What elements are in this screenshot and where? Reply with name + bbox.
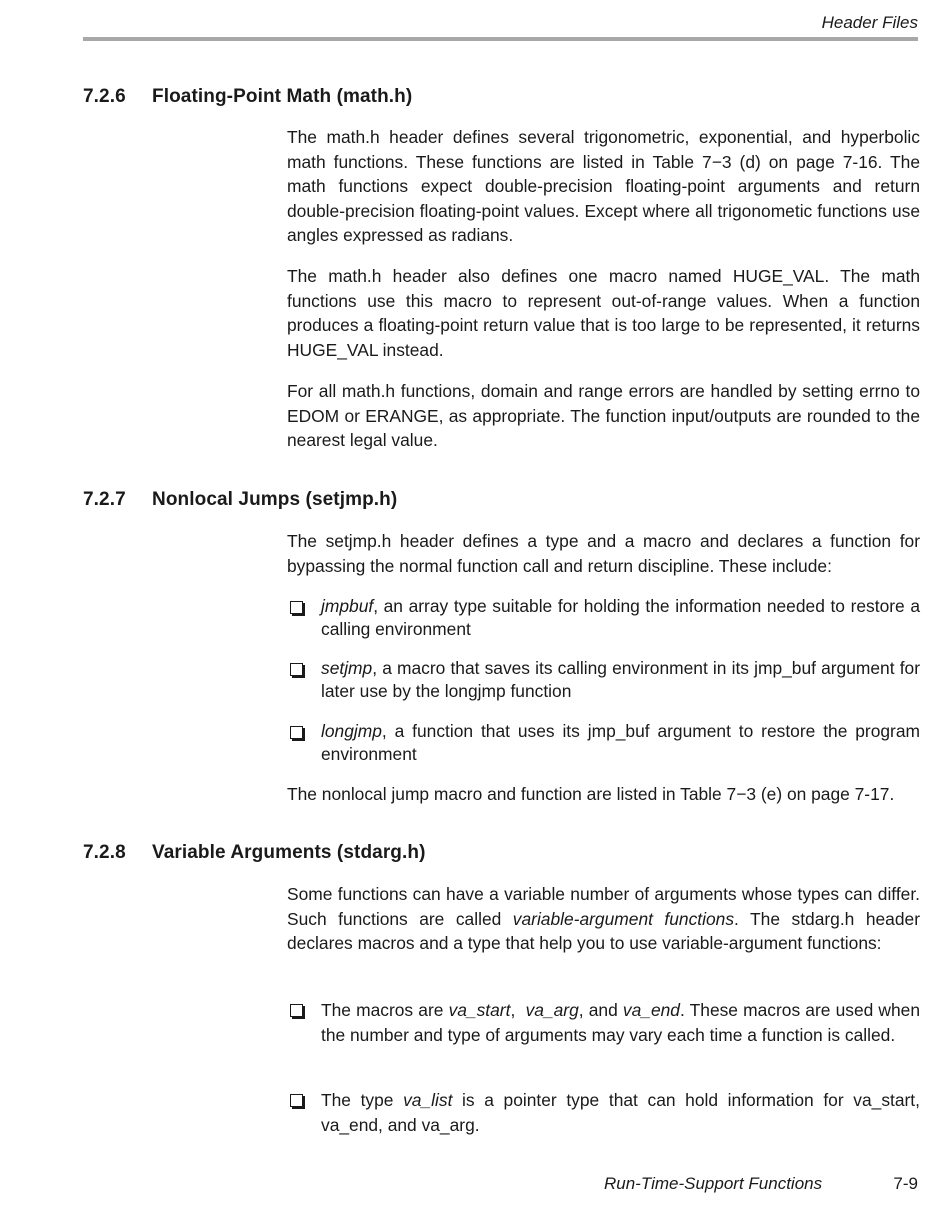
emphasized-term: va_end: [622, 1000, 680, 1020]
checkbox-bullet-icon: [290, 663, 303, 676]
text-run: , and: [578, 1000, 623, 1020]
section-heading-7-2-7: [83, 489, 397, 511]
footer-page-number: 7-9: [893, 1174, 918, 1193]
checkbox-bullet-icon: [290, 1094, 303, 1107]
bullet-macros: [287, 998, 920, 1047]
section-title: Variable Arguments (stdarg.h): [152, 842, 426, 863]
bullet-term: longjmp: [321, 721, 382, 741]
bullet-setjmp: [287, 657, 920, 702]
bullet-term: jmpbuf: [321, 596, 374, 616]
section-number: 7.2.8: [83, 842, 126, 863]
bullet-va-list: [287, 1088, 920, 1137]
emphasized-term: va_arg: [525, 1000, 579, 1020]
setjmp-closing: [287, 782, 920, 807]
math-paragraph-3: [287, 379, 920, 453]
bullet-jmpbuf: [287, 595, 920, 640]
bullet-term: setjmp: [321, 658, 373, 678]
emphasized-term: variable-argument functions: [512, 908, 735, 929]
text-run: The type: [321, 1090, 404, 1110]
checkbox-bullet-icon: [290, 601, 303, 614]
bullet-description: , an array type suitable for holding the information needed to restore a calling environment: [321, 596, 920, 639]
math-paragraph-1: [287, 125, 920, 248]
bullet-description: , a function that uses its jmp_buf argument to restore the program environment: [321, 721, 920, 764]
checkbox-bullet-icon: [290, 1004, 303, 1017]
paragraph-text: The nonlocal jump macro and function are listed in Table 7−3 (e) on page 7-17.: [287, 784, 895, 804]
section-number: 7.2.7: [83, 489, 126, 510]
text-run: The macros are: [321, 1000, 449, 1020]
bullet-description: , a macro that saves its calling environment in its jmp_buf argument for later use by the longjmp function: [321, 658, 920, 701]
footer-chapter-title: Run-Time-Support Functions: [604, 1174, 823, 1193]
paragraph-text: The math.h header also defines one macro named HUGE_VAL. The math functions use this macro to represent out-of-range values. When a function produces a floating-point return value that is too large to be represented, it returns HUGE_VAL instead.: [287, 266, 920, 360]
emphasized-term: va_start: [448, 1000, 511, 1020]
math-paragraph-2: [287, 264, 920, 362]
text-run: is a pointer type that can hold information for va_start, va_end, and va_arg.: [321, 1090, 920, 1135]
section-number: 7.2.6: [83, 86, 126, 107]
checkbox-bullet-icon: [290, 726, 303, 739]
text-run: Some functions can have a variable number of arguments whose types can differ. Such functions are called: [287, 884, 920, 929]
text-run: . These macros are used when the number and type of arguments may vary each time a function is called.: [321, 1000, 921, 1045]
paragraph-text: The math.h header defines several trigonometric, exponential, and hyperbolic math functions. These functions are listed in Table 7−3 (d) on page 7-16. The math functions expect double-precision floating-point arguments and return double-precision floating-point values. Except where all trigonometic functions use angles expressed as radians.: [287, 127, 920, 245]
emphasized-term: va_list: [403, 1090, 453, 1110]
paragraph-text: For all math.h functions, domain and range errors are handled by setting errno to EDOM or ERANGE, as appropriate. The function input/outputs are rounded to the nearest legal value.: [287, 381, 920, 450]
text-run: . The stdarg.h header declares macros and a type that help you to use variable-argument functions:: [287, 908, 920, 953]
setjmp-intro: [287, 529, 920, 578]
section-title: Floating-Point Math (math.h): [152, 86, 413, 107]
header-rule: [83, 37, 918, 41]
section-heading-7-2-8: [83, 842, 426, 864]
running-header-title: Header Files: [821, 13, 918, 32]
paragraph-text: The setjmp.h header defines a type and a macro and declares a function for bypassing the normal function call and return discipline. These include:: [287, 531, 920, 576]
bullet-longjmp: [287, 720, 920, 765]
text-run: ,: [510, 1000, 526, 1020]
stdarg-intro: [287, 882, 920, 956]
section-heading-7-2-6: [83, 86, 412, 108]
section-title: Nonlocal Jumps (setjmp.h): [152, 489, 398, 510]
